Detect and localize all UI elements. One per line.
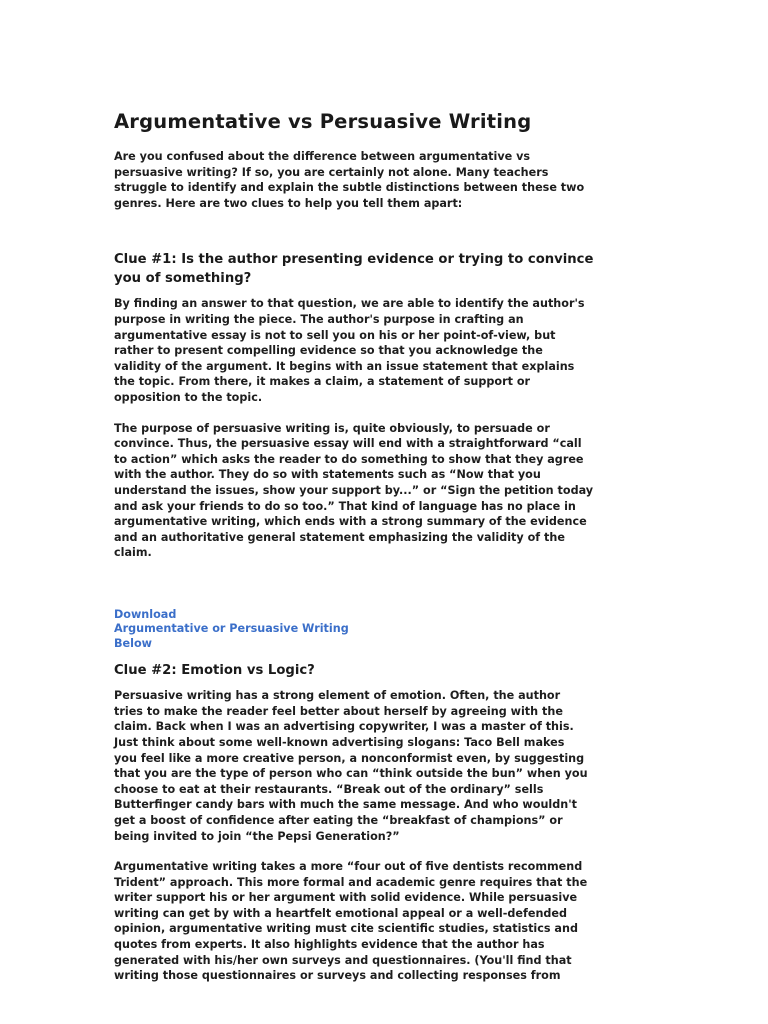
clue1-heading: [114, 251, 634, 288]
persuasive-purpose-paragraph: [114, 421, 634, 561]
document-title: Argumentative vs Persuasive Writing: [114, 110, 532, 133]
text-line: argumentative writing, which ends with a strong summary of the evidence: [114, 515, 587, 529]
text-line: the topic. From there, it makes a claim, a statement of support or: [114, 375, 531, 389]
text-line: opinion, argumentative writing must cite scientific studies, statistics and: [114, 922, 578, 936]
text-line: Just think about some well-known advertising slogans: Taco Bell makes: [114, 735, 565, 749]
intro-paragraph: [114, 149, 634, 211]
text-line: convince. Thus, the persuasive essay will end with a straightforward “call: [114, 437, 582, 451]
text-line: tries to make the reader feel better about herself by agreeing with the: [114, 704, 563, 718]
text-line: and an authoritative general statement emphasizing the validity of the: [114, 530, 565, 544]
text-line: that you are the type of person who can “think outside the bun” when you: [114, 767, 588, 781]
download-link[interactable]: [114, 608, 634, 652]
text-line: claim. Back when I was an advertising copywriter, I was a master of this.: [114, 720, 574, 734]
text-line: and ask your friends to do so too.” That kind of language has no place in: [114, 499, 576, 513]
text-line: generated with his/her own surveys and questionnaires. (You'll find that: [114, 953, 572, 967]
text-line: Trident” approach. This more formal and academic genre requires that the: [114, 875, 588, 889]
clue2-heading: Clue #2: Emotion vs Logic?: [114, 662, 315, 678]
text-line: Clue #1: Is the author presenting evidence or trying to convince: [114, 252, 594, 268]
text-line: with the author. They do so with statements such as “Now that you: [114, 468, 541, 482]
text-line: persuasive writing? If so, you are certainly not alone. Many teachers: [114, 165, 549, 179]
text-line: By finding an answer to that question, we are able to identify the author's: [114, 297, 585, 311]
text-line: genres. Here are two clues to help you tell them apart:: [114, 196, 463, 210]
text-line: writer support his or her argument with solid evidence. While persuasive: [114, 891, 578, 905]
text-line: argumentative essay is not to sell you on his or her point-of-view, but: [114, 328, 556, 342]
text-line: understand the issues, show your support by...” or “Sign the petition today: [114, 483, 594, 497]
text-line: writing can get by with a heartfelt emotional appeal or a well-defended: [114, 906, 568, 920]
text-line: quotes from experts. It also highlights evidence that the author has: [114, 938, 545, 952]
text-line: choose to eat at their restaurants. “Break out of the ordinary” sells: [114, 782, 544, 796]
document-page: [114, 108, 634, 984]
logic-paragraph: [114, 859, 634, 984]
text-line: rather to present compelling evidence so that you acknowledge the: [114, 344, 543, 358]
download-link-line[interactable]: Below: [114, 637, 152, 651]
text-line: to action” which asks the reader to do something to show that they agree: [114, 452, 584, 466]
text-line: Persuasive writing has a strong element of emotion. Often, the author: [114, 689, 561, 703]
download-link-line[interactable]: Argumentative or Persuasive Writing: [114, 622, 349, 636]
text-line: writing those questionnaires or surveys and collecting responses from: [114, 969, 561, 983]
author-purpose-paragraph: [114, 296, 634, 405]
download-link-line[interactable]: Download: [114, 607, 177, 621]
text-line: you of something?: [114, 270, 252, 286]
text-line: Butterfinger candy bars with much the same message. And who wouldn't: [114, 798, 577, 812]
text-line: The purpose of persuasive writing is, quite obviously, to persuade or: [114, 421, 550, 435]
text-line: Are you confused about the difference between argumentative vs: [114, 150, 531, 163]
text-line: validity of the argument. It begins with an issue statement that explains: [114, 359, 575, 373]
text-line: get a boost of confidence after eating the “breakfast of champions” or: [114, 813, 563, 827]
text-line: purpose in writing the piece. The author's purpose in crafting an: [114, 312, 524, 326]
text-line: being invited to join “the Pepsi Generation?”: [114, 829, 400, 843]
text-line: claim.: [114, 546, 152, 560]
text-line: you feel like a more creative person, a nonconformist even, by suggesting: [114, 751, 585, 765]
text-line: struggle to identify and explain the subtle distinctions between these two: [114, 181, 585, 195]
text-line: opposition to the topic.: [114, 390, 263, 404]
emotion-paragraph: [114, 688, 634, 844]
text-line: Argumentative writing takes a more “four out of five dentists recommend: [114, 860, 583, 874]
